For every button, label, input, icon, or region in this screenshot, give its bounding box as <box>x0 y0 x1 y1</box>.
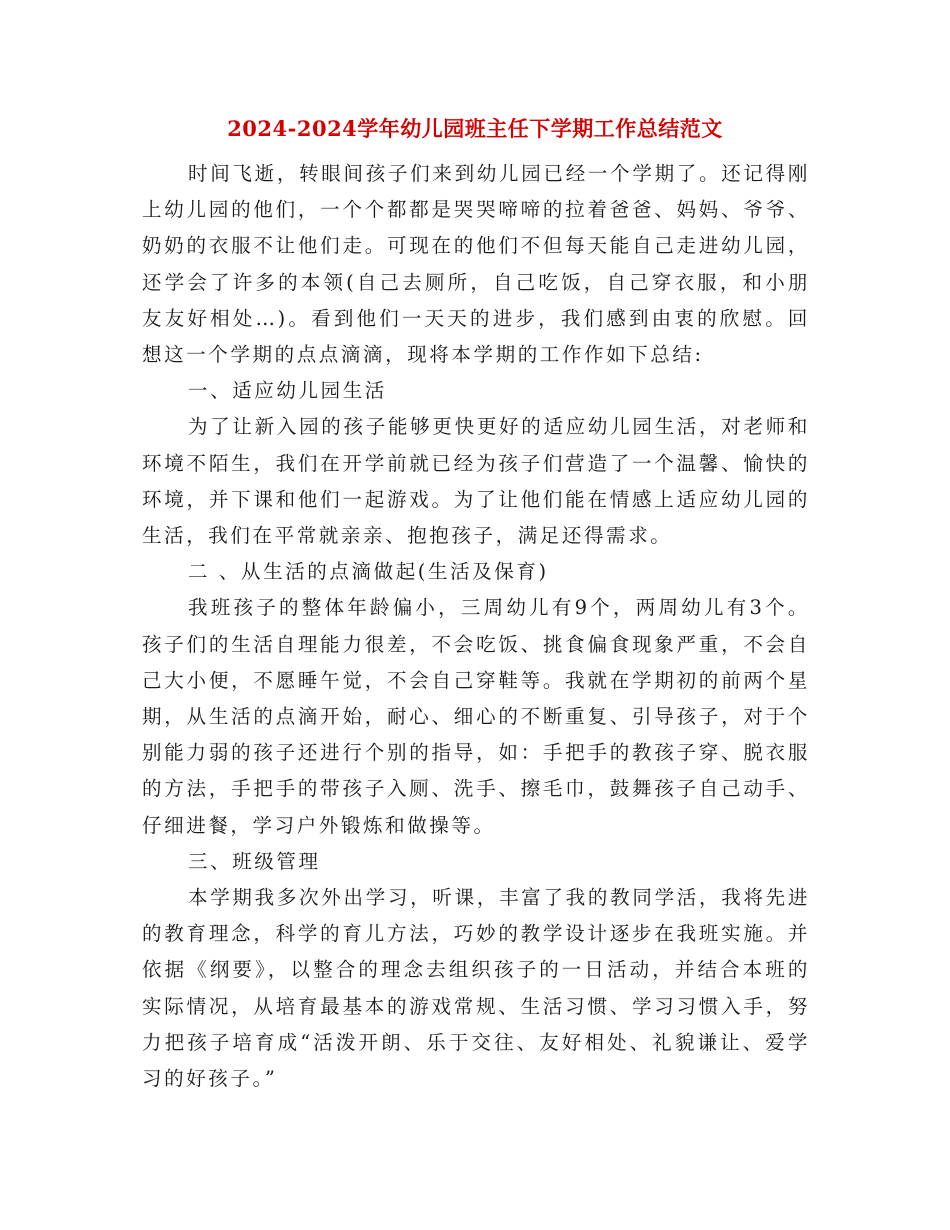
document-body <box>142 156 810 1097</box>
intro-paragraph: 时间飞逝，转眼间孩子们来到幼儿园已经一个学期了。还记得刚上幼儿园的他们，一个个都都是哭哭啼啼的拉着爸爸、妈妈、爷爷、奶奶的衣服不让他们走。可现在的他们不但每天能自己走进幼儿园，还学会了许多的本领(自己去厕所，自己吃饭，自己穿衣服，和小朋友友好相处…)。看到他们一天天的进步，我们感到由衷的欣慰。回想这一个学期的点点滴滴，现将本学期的工作作如下总结: <box>142 162 810 367</box>
section-1-paragraph: 为了让新入园的孩子能够更快更好的适应幼儿园生活，对老师和环境不陌生，我们在开学前就已经为孩子们营造了一个温馨、愉快的环境，并下课和他们一起游戏。为了让他们能在情感上适应幼儿园的生活，我们在平常就亲亲、抱抱孩子，满足还得需求。 <box>142 415 810 548</box>
document-title: 2024-2024学年幼儿园班主任下学期工作总结范文 <box>227 116 723 141</box>
section-3-paragraph: 本学期我多次外出学习，听课，丰富了我的教同学活，我将先进的教育理念，科学的育儿方法，巧妙的教学设计逐步在我班实施。并依据《纲要》，以整合的理念去组织孩子的一日活动，并结合本班的实际情况，从培育最基本的游戏常规、生活习惯、学习习惯入手，努力把孩子培育成“活泼开朗、乐于交往、友好相处、礼貌谦让、爱学习的好孩子。” <box>142 886 810 1091</box>
section-heading-1: 一、适应幼儿园生活 <box>188 379 387 403</box>
section-heading-3: 三、班级管理 <box>188 849 321 873</box>
section-heading-2: 二 、从生活的点滴做起(生活及保育) <box>188 560 549 584</box>
section-2-paragraph: 我班孩子的整体年龄偏小，三周幼儿有9个，两周幼儿有3个。孩子们的生活自理能力很差，不会吃饭、挑食偏食现象严重，不会自己大小便，不愿睡午觉，不会自己穿鞋等。我就在学期初的前两个星期，从生活的点滴开始，耐心、细心的不断重复、引导孩子，对于个别能力弱的孩子还进行个别的指导，如：手把手的教孩子穿、脱衣服的方法，手把手的带孩子入厕、洗手、擦毛巾，鼓舞孩子自己动手、仔细进餐，学习户外锻炼和做操等。 <box>142 596 810 837</box>
